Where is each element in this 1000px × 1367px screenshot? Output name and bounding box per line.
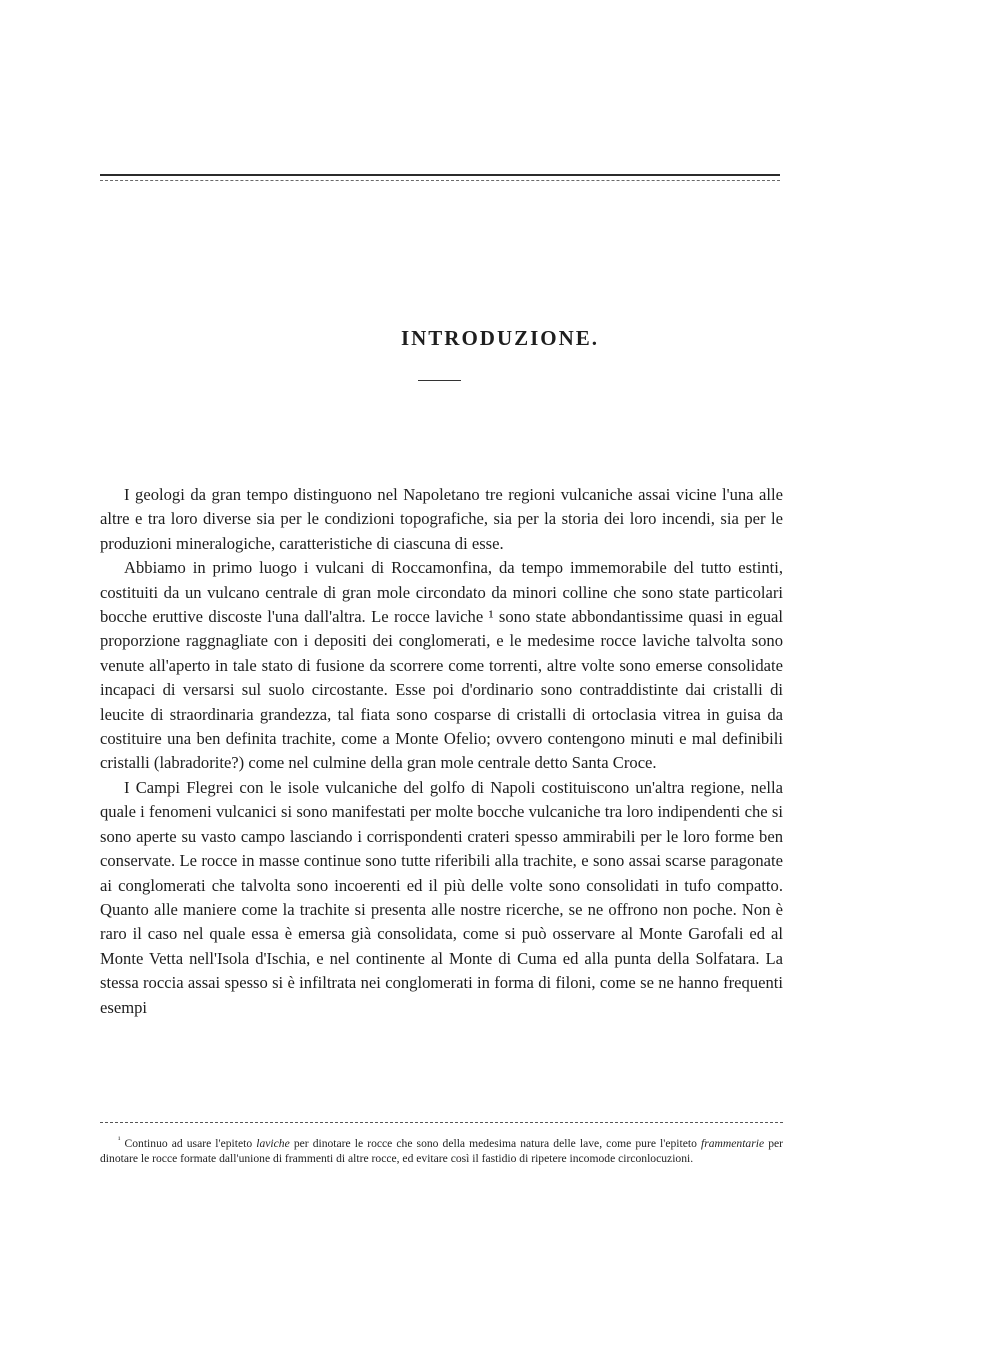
paragraph-3: I Campi Flegrei con le isole vulcaniche del golfo di Napoli costituiscono un'altra regione, nella quale i fenomeni vulcanici si sono manifestati per molte bocche vulcaniche tra loro indipendenti che si sono aperte su vasto campo lasciando i corrispondenti crateri spesso ammirabili per le loro forme ben conservate. Le rocce in masse continue sono tutte riferibili alla trachite, e sono assai scarse paragonate ai conglomerati che talvolta sono incoerenti ed il più delle volte sono consolidati in tufo compatto. Quanto alle maniere come la trachite si presenta alle nostre ricerche, se ne offrono non poche. Non è raro il caso nel quale essa è emersa già consolidata, come si può osservare al Monte Garofali ed al Monte Vetta nell'Isola d'Ischia, e nel continente al Monte di Cuma ed alla punta della Solfatara. La stessa roccia assai spesso si è infiltrata nei conglomerati in forma di filoni, come se ne hanno frequenti esempi xyxy=(100,777,783,1017)
footnote-text-2: per dinotare le rocce che sono della medesima natura delle lave, come pure l'epiteto xyxy=(289,1136,701,1150)
footnote-mark: ¹ xyxy=(118,1135,121,1144)
footnote-text-1: Continuo ad usare l'epiteto xyxy=(124,1136,257,1150)
header-rule-secondary xyxy=(100,180,780,181)
footnote-rule xyxy=(100,1122,783,1123)
footnote xyxy=(100,1132,783,1167)
footnote-text-3: per dinotare le rocce formate dall'unione di frammenti di altre rocce, ed evitare così il fastidio di ripetere incomode circonlocuzioni. xyxy=(100,1136,783,1166)
chapter-title: INTRODUZIONE. xyxy=(400,326,600,350)
footnote-term-laviche: laviche xyxy=(256,1136,290,1150)
body-text xyxy=(100,483,783,1020)
title-underline xyxy=(418,380,461,381)
paragraph-2: Abbiamo in primo luogo i vulcani di Roccamonfina, da tempo immemorabile del tutto estinti, costituiti da un vulcano centrale di gran mole circondato da minori colline che sono state particolari bocche eruttive discoste l'una dall'altra. Le rocce laviche ¹ sono state abbondantissime quasi in egual proporzione raggnagliate con i depositi dei conglomerati, e le medesime rocce laviche talvolta sono venute all'aperto in tale stato di fusione da scorrere come torrenti, altre volte sono emerse consolidate incapaci di versarsi sul suolo circostante. Esse poi d'ordinario sono contraddistinte dai cristalli di leucite di straordinaria grandezza, tal fiata sono cosparse di cristalli di ortoclasia vitrea in guisa da costituire una ben definita trachite, come a Monte Ofelio; ovvero contengono minuti e mal definibili cristalli (labradorite?) come nel culmine della gran mole centrale detto Santa Croce. xyxy=(100,558,783,773)
paragraph-1: I geologi da gran tempo distinguono nel Napoletano tre regioni vulcaniche assai vicine l'una alle altre e tra loro diverse sia per le condizioni topografiche, sia per la storia dei loro incendi, sia per le produzioni mineralogiche, caratteristiche di ciascuna di esse. xyxy=(100,485,783,553)
footnote-term-frammentarie: frammentarie xyxy=(700,1136,765,1150)
header-rule xyxy=(100,174,780,176)
